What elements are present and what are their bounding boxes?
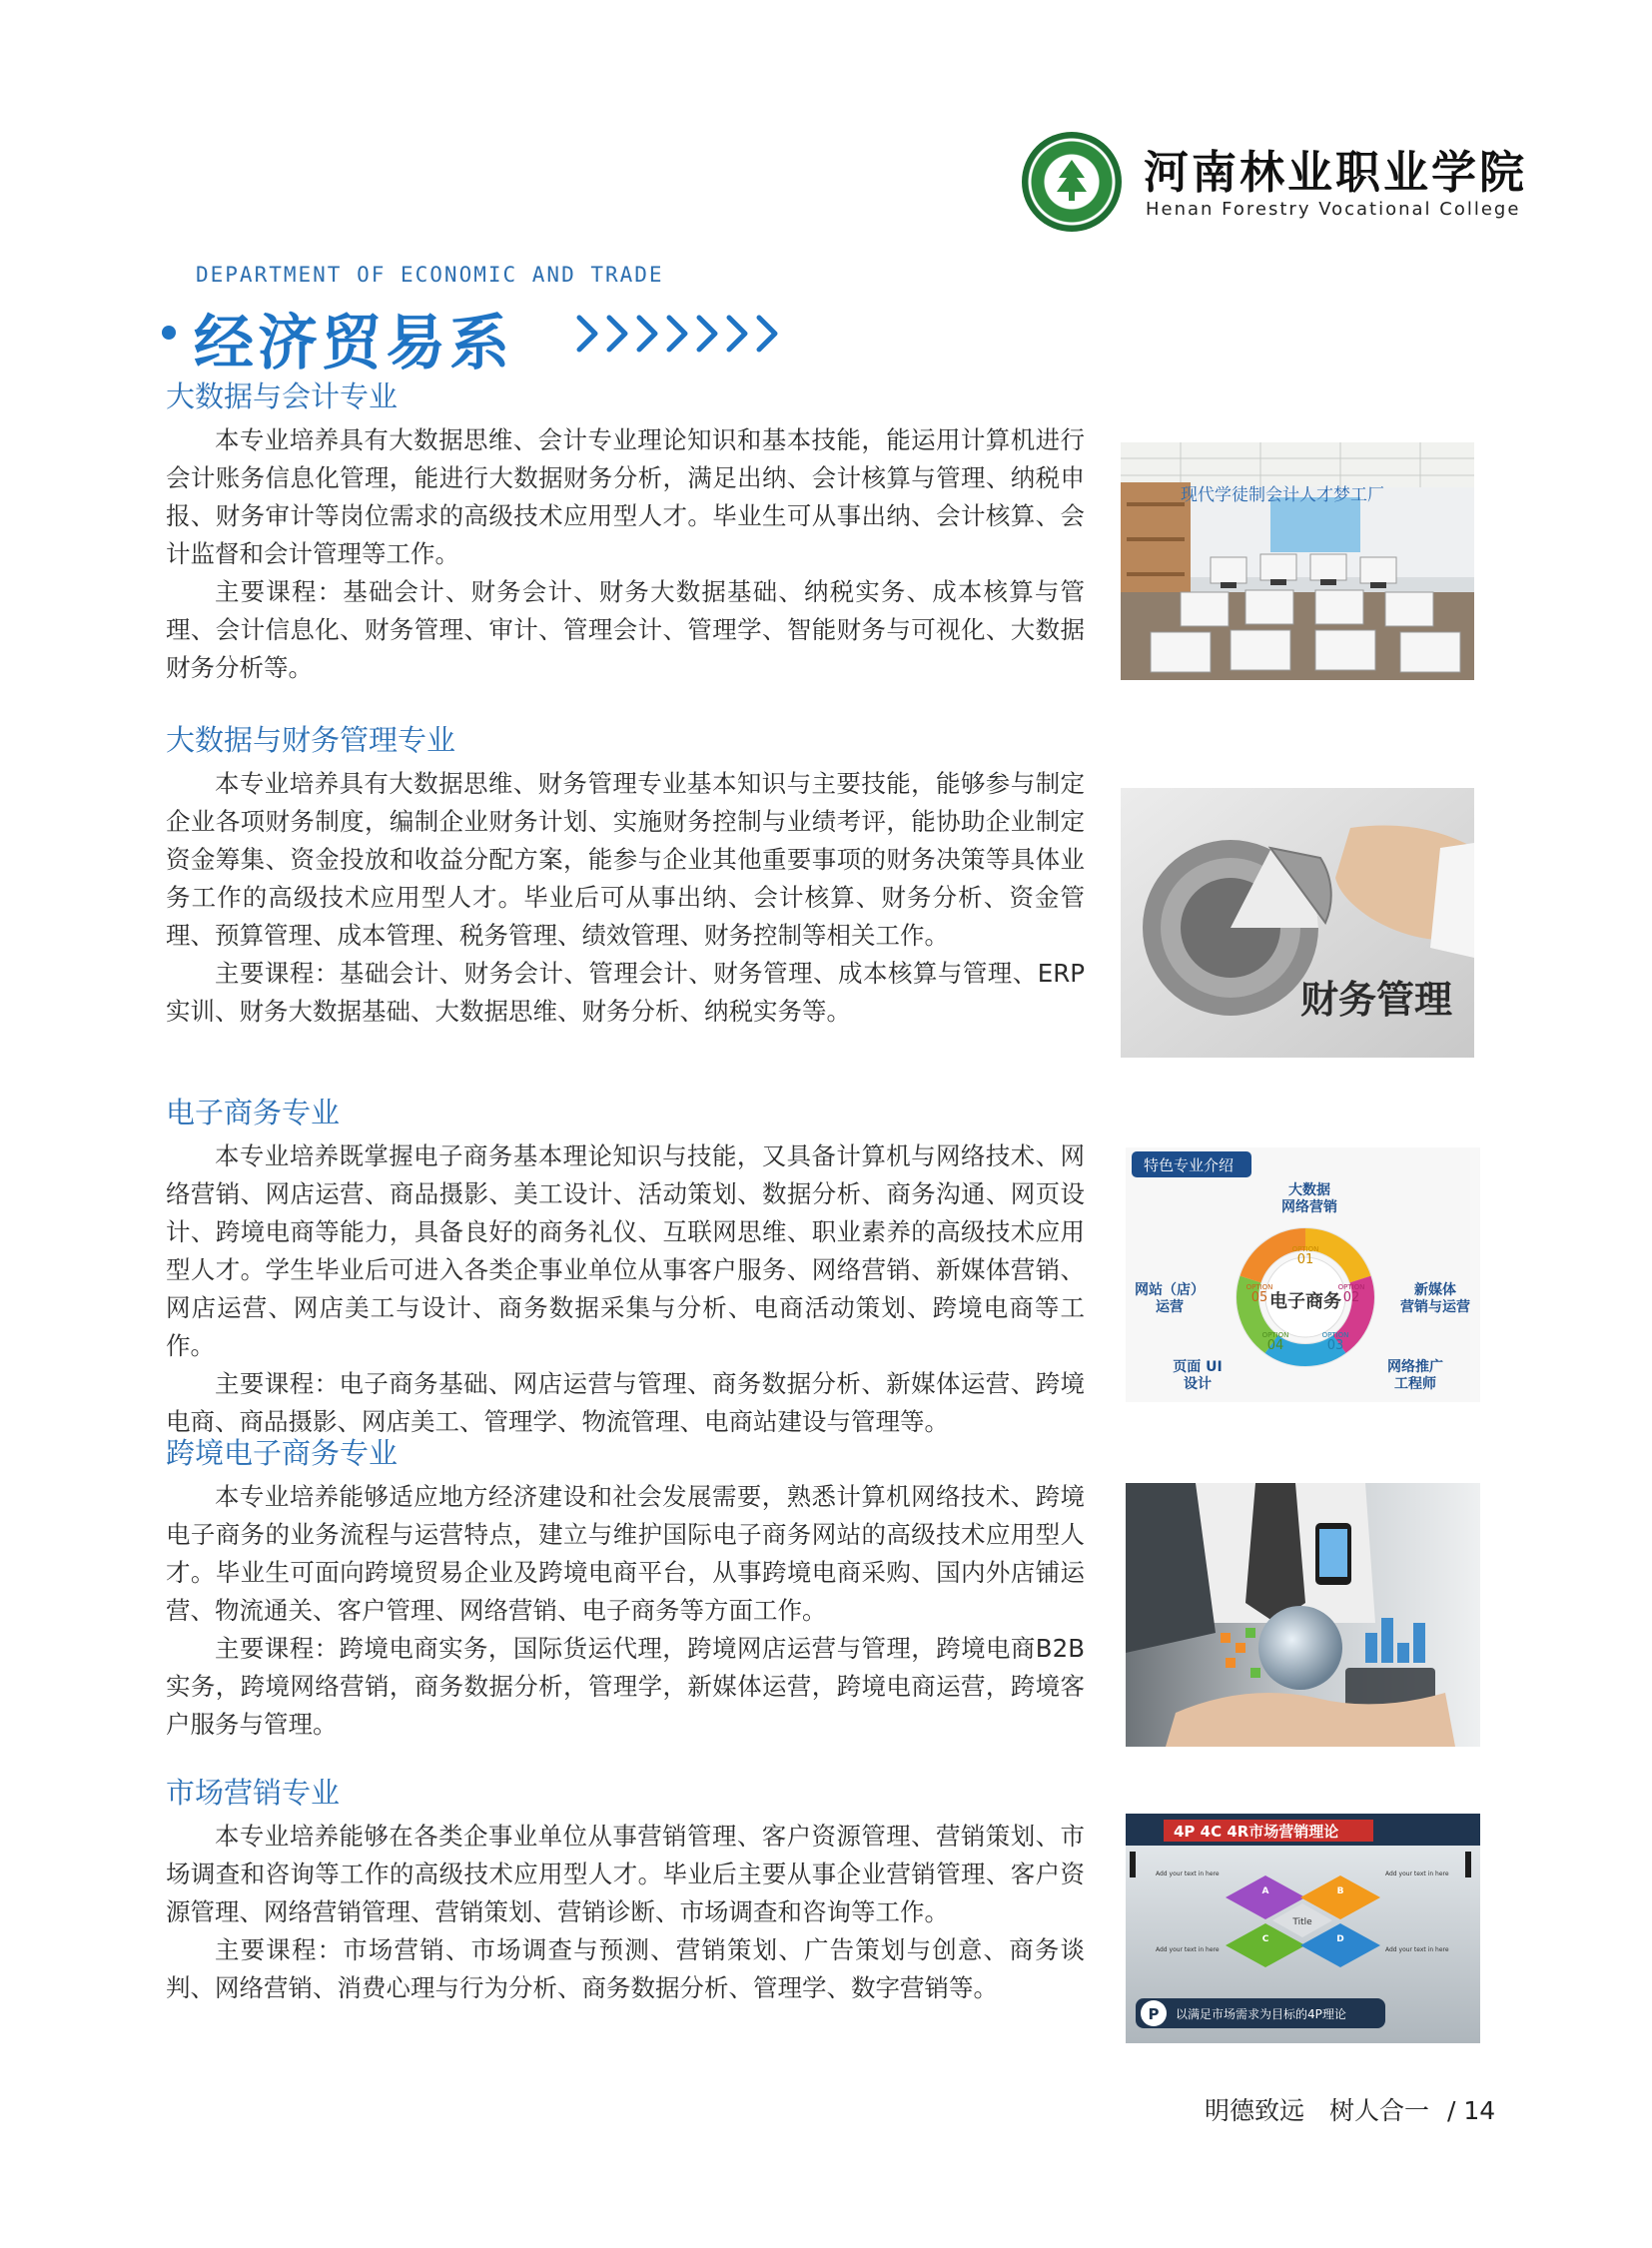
option-02-label-2: 营销与运营 [1400,1299,1470,1315]
major-section-financial-management [166,721,1085,1031]
major-intro: 本专业培养既掌握电子商务基本理论知识与技能，又具备计算机与网络技术、网络营销、网店运营、商品摄影、美工设计、活动策划、数据分析、商务沟通、网页设计、跨境电商等能力，具备良好的商务礼仪、互联网思维、职业素养的高级技术应用型人才。学生毕业后可进入各类企事业单位从事客户服务、网络营销、新媒体营销、网店运营、网店美工与设计、商务数据采集与分析、电商活动策划、跨境电商等工作。 [166,1141,1085,1360]
major-title: 跨境电子商务专业 [166,1436,399,1470]
option-03-label-2: 工程师 [1394,1376,1436,1392]
major-intro: 本专业培养具有大数据思维、会计专业理论知识和基本技能，能运用计算机进行会计账务信息化管理，能进行大数据财务分析，满足出纳、会计核算与管理、纳税申报、财务审计等岗位需求的高级技术应用型人才。毕业生可从事出纳、会计核算、会计监督和会计管理等工作。 [166,425,1085,568]
diagram-tag: 特色专业介绍 [1144,1156,1235,1174]
footer-motto: 明德致远 树人合一 [1205,2096,1430,2125]
svg-text:OPTION: OPTION [1337,1283,1365,1291]
marketing-theory-diagram [1126,1814,1480,2043]
department-name-cn: 经济贸易系 [194,309,513,378]
svg-text:02: 02 [1342,1290,1360,1305]
svg-text:03: 03 [1326,1338,1344,1353]
option-01-label: 大数据 [1288,1182,1330,1198]
major-intro: 本专业培养能够在各类企事业单位从事营销管理、客户资源管理、营销策划、市场调查和咨询等工作的高级技术应用型人才。毕业后主要从事企业营销管理、客户资源管理、网络营销管理、营销策划、营销诊断、市场调查和咨询等工作。 [166,1822,1085,1926]
option-03-label: 网络推广 [1387,1359,1443,1375]
ecommerce-feature-diagram [1126,1147,1480,1402]
diagram-center: 电子商务 [1269,1291,1341,1312]
major-courses: 主要课程：基础会计、财务会计、管理会计、财务管理、成本核算与管理、ERP实训、财务大数据基础、大数据思维、财务分析、纳税实务等。 [166,959,1085,1026]
option-05-label: 网站（店） [1135,1282,1205,1298]
major-title: 市场营销专业 [166,1776,341,1810]
svg-text:Title: Title [1292,1917,1312,1927]
major-courses: 主要课程：电子商务基础、网店运营与管理、商务数据分析、新媒体运营、跨境电商、商品摄影、网店美工、管理学、物流管理、电商站建设与管理等。 [166,1369,1085,1436]
option-01-label-2: 网络营销 [1281,1199,1337,1215]
svg-text:Add your text in here: Add your text in here [1156,1946,1220,1953]
major-section-cross-border-ecommerce [166,1434,1085,1744]
school-name-cn: 河南林业职业学院 [1144,146,1528,199]
option-02-label: 新媒体 [1414,1282,1456,1298]
svg-text:OPTION: OPTION [1245,1283,1273,1291]
major-intro: 本专业培养能够适应地方经济建设和社会发展需要，熟悉计算机网络技术、跨境电子商务的业务流程与运营特点，建立与维护国际电子商务网站的高级技术应用型人才。毕业生可面向跨境贸易企业及跨境电商平台，从事跨境电商采购、国内外店铺运营、物流通关、客户管理、网络营销、电子商务等方面工作。 [166,1482,1085,1625]
page-number: / 14 [1446,2096,1496,2125]
major-section-accounting [166,377,1085,687]
major-courses: 主要课程：市场营销、市场调查与预测、营销策划、广告策划与创意、商务谈判、网络营销、消费心理与行为分析、商务数据分析、管理学、数字营销等。 [166,1935,1085,2002]
classroom-sign: 现代学徒制会计人才梦工厂 [1181,485,1384,505]
marketing-banner: 以满足市场需求为目标的4P理论 [1176,2007,1346,2021]
svg-text:OPTION: OPTION [1261,1331,1289,1339]
cross-border-ecommerce-photo [1126,1483,1480,1747]
svg-text:OPTION: OPTION [1321,1331,1349,1339]
svg-text:Add your text in here: Add your text in here [1385,1871,1449,1877]
tree-icon [1055,158,1089,202]
option-04-label-2: 设计 [1184,1376,1212,1392]
svg-text:01: 01 [1296,1252,1314,1267]
option-05-label-2: 运营 [1156,1299,1184,1315]
chevron-arrows-icon [571,310,791,358]
option-04-label: 页面 UI [1173,1359,1223,1375]
svg-text:OPTION: OPTION [1291,1245,1319,1253]
accounting-classroom-photo [1121,442,1474,680]
major-title: 电子商务专业 [166,1096,341,1129]
svg-text:05: 05 [1250,1290,1268,1305]
svg-text:Add your text in here: Add your text in here [1156,1871,1220,1877]
major-section-ecommerce [166,1094,1085,1441]
svg-text:B: B [1336,1886,1344,1896]
bullet-dot [162,326,176,340]
major-courses: 主要课程：基础会计、财务会计、财务大数据基础、纳税实务、成本核算与管理、会计信息化、财务管理、审计、管理会计、管理学、智能财务与可视化、大数据财务分析等。 [166,577,1085,682]
financial-management-photo [1121,788,1474,1058]
major-section-marketing [166,1774,1085,2007]
major-intro: 本专业培养具有大数据思维、财务管理专业基本知识与主要技能，能够参与制定企业各项财务制度，编制企业财务计划、实施财务控制与业绩考评，能协助企业制定资金筹集、资金投放和收益分配方案，能参与企业其他重要事项的财务决策等具体业务工作的高级技术应用型人才。毕业后可从事出纳、会计核算、财务分析、资金管理、预算管理、成本管理、税务管理、绩效管理、财务控制等相关工作。 [166,769,1085,950]
page-footer [1205,2091,1495,2127]
svg-text:04: 04 [1266,1338,1284,1353]
school-header [1022,132,1528,242]
major-title: 大数据与财务管理专业 [166,723,456,757]
department-title [162,296,801,378]
financial-management-caption: 财务管理 [1300,978,1453,1022]
svg-text:Add your text in here: Add your text in here [1385,1946,1449,1953]
school-seal-logo [1022,132,1122,232]
marketing-diagram-title: 4P 4C 4R市场营销理论 [1174,1823,1339,1841]
svg-text:D: D [1336,1934,1344,1944]
major-title: 大数据与会计专业 [166,379,399,413]
department-name-en: DEPARTMENT OF ECONOMIC AND TRADE [196,263,664,287]
svg-text:A: A [1261,1886,1269,1896]
svg-text:C: C [1261,1934,1269,1944]
svg-text:P: P [1148,2005,1160,2023]
major-courses: 主要课程：跨境电商实务，国际货运代理，跨境网店运营与管理，跨境电商B2B实务，跨境网络营销，商务数据分析，管理学，新媒体运营，跨境电商运营，跨境客户服务与管理。 [166,1634,1085,1739]
school-name-en: Henan Forestry Vocational College [1146,199,1521,220]
